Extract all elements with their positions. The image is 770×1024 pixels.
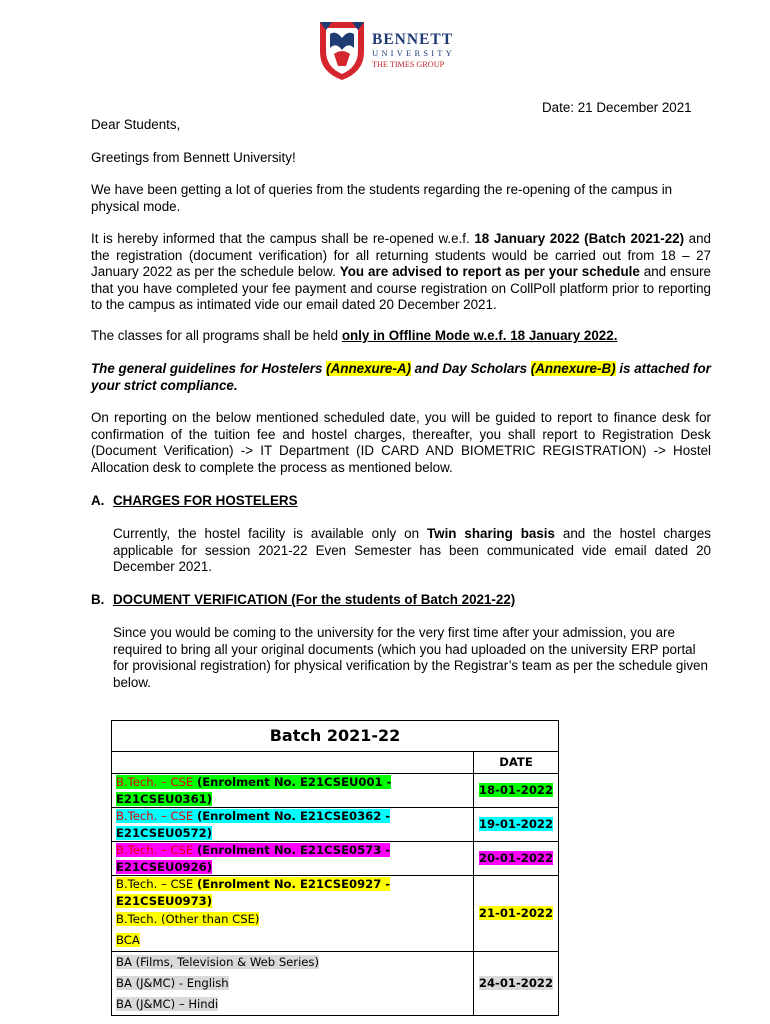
logo-group: THE TIMES GROUP (372, 60, 445, 69)
paragraph-reporting: On reporting on the below mentioned scheduled date, you will be guided to report to finance desk for confirmation of the tuition fee and hostel charges, thereafter, you shall report to Registration Desk (Document Verification) -> IT Department (ID CARD AND BIOMETRIC REGISTRATION) -> Hostel Allocation desk to complete the process as mentioned below. (91, 410, 711, 475)
batch-schedule-table (111, 720, 559, 1016)
university-crest-icon (316, 18, 368, 82)
logo-name: BENNETT (372, 31, 454, 48)
paragraph-guidelines: The general guidelines for Hostelers (Annexure-A) and Day Scholars (Annexure-B) is attached for your strict compliance. (91, 361, 711, 393)
table-row (112, 952, 559, 974)
section-b-heading: B. DOCUMENT VERIFICATION (For the students of Batch 2021-22) (91, 592, 516, 607)
date-cell: 20-01-2022 (478, 851, 554, 866)
table-row (112, 808, 559, 842)
paragraph-classes: The classes for all programs shall be held only in Offline Mode w.e.f. 18 January 2022. (91, 328, 618, 343)
program-cell: BA (J&MC) - English (116, 976, 229, 991)
greeting: Greetings from Bennett University! (91, 150, 296, 165)
salutation: Dear Students, (91, 117, 181, 132)
annexure-a-highlight: (Annexure-A) (326, 361, 411, 376)
program-cell: BA (J&MC) – Hindi (116, 997, 219, 1012)
program-cell: B.Tech. (Other than CSE) (116, 912, 260, 927)
bennett-university-logo (316, 18, 461, 88)
program-cell: B.Tech. – CSE (Enrolment No. E21CSEU001 - E21CSEU0361) (116, 775, 392, 806)
program-cell: B.Tech. – CSE (Enrolment No. E21CSE0573 - E21CSEU0926) (116, 843, 391, 874)
table-row (112, 774, 559, 808)
table-header-row (112, 752, 559, 774)
date-column-header: DATE (474, 752, 559, 774)
table-row (112, 876, 559, 910)
date-cell-group-1: 21-01-2022 (478, 906, 554, 921)
paragraph-queries: We have been getting a lot of queries from the students regarding the re-opening of the campus in physical mode. (91, 182, 673, 214)
program-cell: B.Tech. – CSE (Enrolment No. E21CSE0927 - E21CSEU0973) (116, 877, 391, 908)
program-cell: BA (Films, Television & Web Series) (116, 955, 319, 970)
annexure-b-highlight: (Annexure-B) (530, 361, 616, 376)
program-cell: BCA (116, 933, 140, 948)
section-a-heading: A. CHARGES FOR HOSTELERS (91, 493, 298, 508)
date-cell-group-2: 24-01-2022 (478, 976, 554, 991)
section-b-body: Since you would be coming to the university for the very first time after your admission, you are required to bring all your original documents (which you had uploaded on the university ERP portal for provisional registration) for physical verification by the Registrar’s team as per the schedule given below. (113, 625, 708, 690)
section-a-body: Currently, the hostel facility is available only on Twin sharing basis and the hostel charges applicable for session 2021-22 Even Semester has been communicated vide email dated 20 December 2021. (113, 526, 711, 574)
table-title: Batch 2021-22 (112, 721, 559, 752)
letter-date: Date: 21 December 2021 (542, 100, 692, 115)
logo-subtitle: UNIVERSITY (372, 48, 455, 58)
program-cell: B.Tech. – CSE (Enrolment No. E21CSE0362 - E21CSEU0572) (116, 809, 391, 840)
date-cell: 18-01-2022 (478, 783, 554, 798)
date-cell: 19-01-2022 (478, 817, 554, 832)
paragraph-reopening: It is hereby informed that the campus shall be re-opened w.e.f. 18 January 2022 (Batch 2021-22) and the registration (document verification) for all returning students would be carried out from 18 – 27 January 2022 as per the schedule below. You are advised to report as per your schedule and ensure that you have completed your fee payment and course registration on CollPoll platform prior to reporting to the campus as intimated vide our email dated 20 December 2021. (91, 231, 712, 312)
table-title-row (112, 721, 559, 752)
table-row (112, 842, 559, 876)
